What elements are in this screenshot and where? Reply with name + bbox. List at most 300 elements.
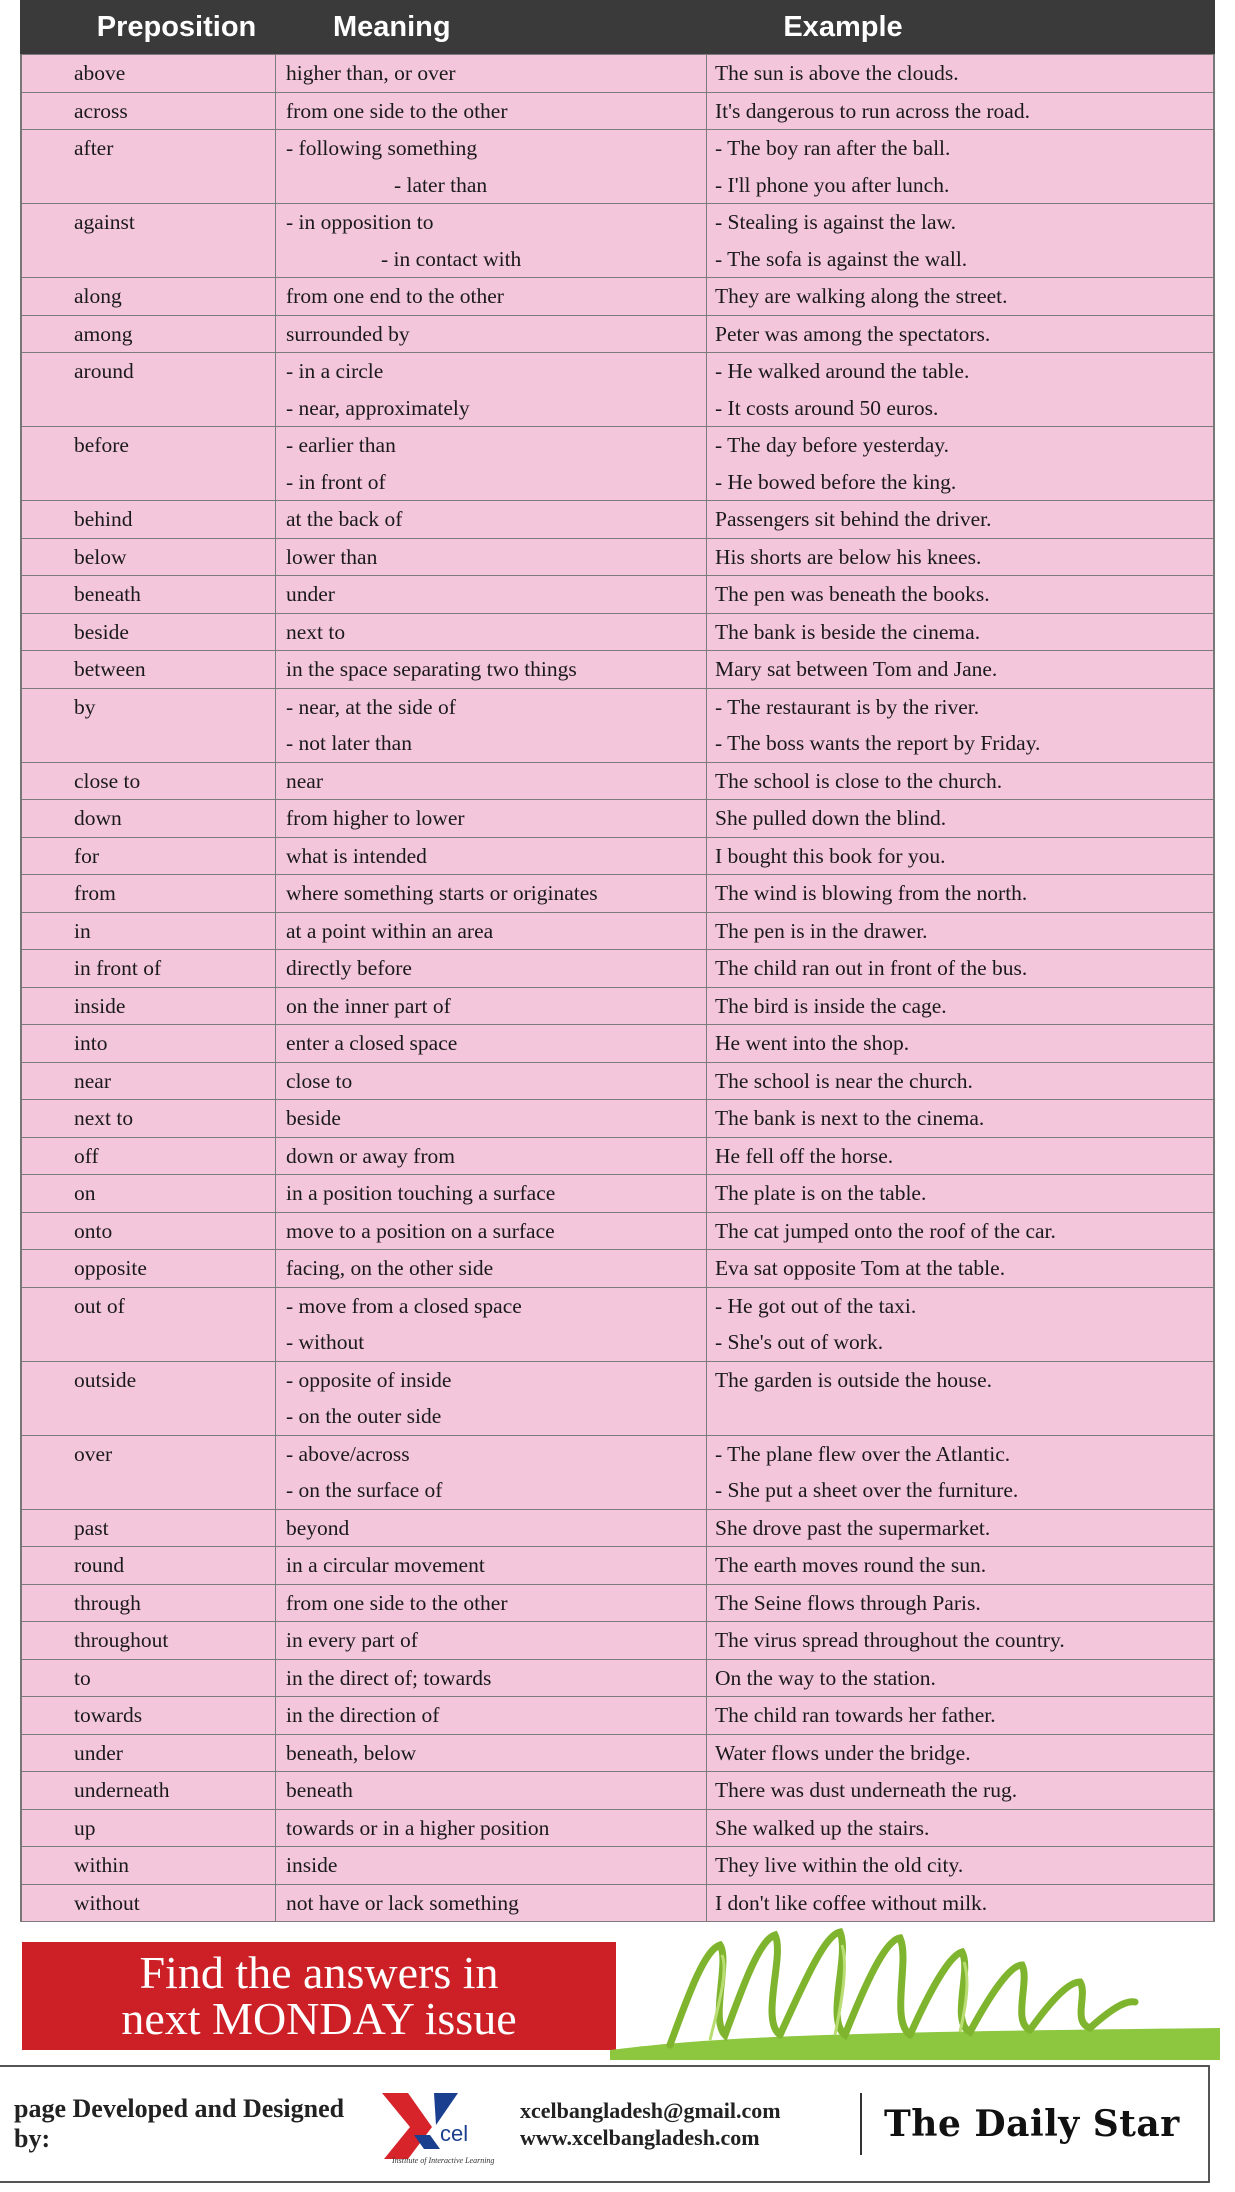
preposition-cell [22,1138,275,1175]
meaning-cell [275,576,706,613]
preposition-text: without [74,1890,140,1915]
table-row [22,352,1213,426]
preposition-cell [22,838,275,875]
meaning-text: beneath, below [286,1740,417,1765]
table-row [22,203,1213,277]
meaning-text: on the inner part of [286,993,451,1018]
example-cell [706,55,1213,92]
example-text: The pen was beneath the books. [715,582,990,606]
banner-line-2: next MONDAY issue [121,1993,517,2044]
preposition-cell [22,614,275,651]
meaning-text: beyond [286,1515,350,1540]
preposition-text: down [74,806,122,830]
table-header [20,0,1215,54]
meaning-cell [275,875,706,912]
preposition-table [20,0,1215,1922]
meaning-text: in a circular movement [286,1553,485,1577]
meaning-text: - near, at the side of [286,694,456,719]
example-cell [706,1288,1213,1361]
preposition-text: inside [74,993,126,1018]
header-preposition: Preposition [96,10,257,43]
meaning-cell [275,1810,706,1847]
preposition-cell [22,539,275,576]
table-row [22,1435,1213,1509]
example-text: She drove past the supermarket. [715,1515,991,1540]
meaning-cell [275,1735,706,1772]
example-text: - I'll phone you after lunch. [715,172,950,197]
table-row [22,762,1213,800]
example-cell [706,988,1213,1025]
table-row [22,277,1213,315]
website-link[interactable]: www.xcelbangladesh.com [520,2125,760,2150]
preposition-text: towards [74,1703,143,1727]
example-text: The plate is on the table. [715,1181,927,1205]
preposition-cell [22,1025,275,1062]
example-text: - It costs around 50 euros. [715,395,939,420]
preposition-text: to [74,1665,91,1690]
example-cell [706,950,1213,987]
example-text: His shorts are below his knees. [715,544,982,569]
example-cell [706,1735,1213,1772]
example-text: She pulled down the blind. [715,806,947,830]
example-text: Eva sat opposite Tom at the table. [715,1256,1006,1280]
example-cell [706,1436,1213,1509]
table-row [22,1809,1213,1847]
meaning-text: - in opposition to [286,210,434,234]
preposition-text: beneath [74,582,141,606]
meaning-text: near [286,768,323,793]
meaning-text: - in a circle [286,359,384,383]
meaning-cell [275,1585,706,1622]
meaning-text: - later than [394,172,488,197]
table-row [22,688,1213,762]
meaning-cell [275,501,706,538]
meaning-cell [275,1510,706,1547]
meaning-cell [275,838,706,875]
meaning-text: at the back of [286,507,403,531]
meaning-text: in the direct of; towards [286,1665,492,1690]
xcel-logo [374,2079,514,2169]
example-cell [706,427,1213,500]
preposition-cell [22,988,275,1025]
preposition-cell [22,950,275,987]
preposition-cell [22,204,275,277]
table-row [22,874,1213,912]
table-row [22,1137,1213,1175]
table-row [22,1174,1213,1212]
meaning-cell [275,1250,706,1287]
table-row [22,1249,1213,1287]
preposition-text: under [74,1740,123,1765]
example-cell [706,763,1213,800]
meaning-text: under [286,582,335,606]
meaning-cell [275,800,706,837]
preposition-text: within [74,1853,129,1877]
meaning-cell [275,1436,706,1509]
preposition-text: above [74,61,126,85]
developed-by-label: page Developed and Designed by: [14,2094,345,2153]
contact-info [514,2097,850,2151]
meaning-cell [275,1697,706,1734]
meaning-text: - without [286,1330,365,1354]
meaning-text: down or away from [286,1143,455,1168]
meaning-text: beneath [286,1778,353,1802]
meaning-text: enter a closed space [286,1031,458,1055]
preposition-text: up [74,1815,96,1840]
meaning-cell [275,1622,706,1659]
example-text: - He got out of the taxi. [715,1293,917,1318]
preposition-text: along [74,284,122,308]
preposition-text: from [74,881,116,905]
table-row [22,500,1213,538]
meaning-text: higher than, or over [286,61,456,85]
meaning-cell [275,55,706,92]
preposition-cell [22,316,275,353]
preposition-text: next to [74,1106,134,1130]
example-cell [706,1063,1213,1100]
example-text: - He bowed before the king. [715,469,957,494]
meaning-cell [275,1660,706,1697]
table-row [22,1024,1213,1062]
preposition-text: throughout [74,1628,169,1652]
meaning-cell [275,1772,706,1809]
meaning-text: from one side to the other [286,98,508,123]
preposition-cell [22,55,275,92]
example-text: The wind is blowing from the north. [715,881,1028,905]
meaning-cell [275,763,706,800]
meaning-cell [275,427,706,500]
meaning-cell [275,1175,706,1212]
example-cell [706,1138,1213,1175]
preposition-cell [22,1585,275,1622]
table-row [22,426,1213,500]
example-text: - Stealing is against the law. [715,210,957,234]
table-row [22,650,1213,688]
meaning-text: surrounded by [286,321,410,346]
preposition-text: by [74,694,96,719]
meaning-text: inside [286,1853,338,1877]
meaning-cell [275,1213,706,1250]
preposition-cell [22,1436,275,1509]
example-cell [706,93,1213,130]
preposition-text: opposite [74,1256,147,1280]
preposition-cell [22,689,275,762]
email-link[interactable]: xcelbangladesh@gmail.com [520,2098,781,2123]
meaning-cell [275,1847,706,1884]
logo-subtitle: Institute of Interactive Learning [392,2156,495,2165]
example-text: - The restaurant is by the river. [715,694,980,719]
example-cell [706,614,1213,651]
preposition-cell [22,875,275,912]
meaning-cell [275,130,706,203]
example-text: She walked up the stairs. [715,1815,930,1840]
example-cell [706,1250,1213,1287]
table-row [22,1584,1213,1622]
meaning-text: from one end to the other [286,284,504,308]
table-body [20,54,1215,1922]
footer-bar [0,2065,1210,2183]
table-row [22,987,1213,1025]
example-text: They are walking along the street. [715,284,1008,308]
example-cell [706,501,1213,538]
table-row [22,837,1213,875]
meaning-text: from one side to the other [286,1590,508,1615]
example-text: The bank is beside the cinema. [715,619,981,644]
meaning-text: - on the outer side [286,1404,442,1428]
meaning-text: in every part of [286,1628,418,1652]
preposition-text: close to [74,768,141,793]
preposition-cell [22,130,275,203]
table-row [22,1212,1213,1250]
table-row [22,1287,1213,1361]
example-cell [706,1547,1213,1584]
example-text: - The boss wants the report by Friday. [715,731,1041,755]
preposition-cell [22,1697,275,1734]
example-cell [706,1025,1213,1062]
table-row [22,315,1213,353]
example-text: The sun is above the clouds. [715,61,959,85]
example-text: The cat jumped onto the roof of the car. [715,1218,1056,1243]
example-cell [706,316,1213,353]
meaning-cell [275,1547,706,1584]
preposition-cell [22,278,275,315]
example-text: On the way to the station. [715,1665,936,1690]
meaning-text: next to [286,619,346,644]
example-text: - He walked around the table. [715,359,970,383]
preposition-text: across [74,98,128,123]
table-row [22,949,1213,987]
preposition-cell [22,1885,275,1922]
meaning-text: lower than [286,544,378,569]
example-text: - The sofa is against the wall. [715,246,968,271]
preposition-cell [22,1250,275,1287]
meaning-cell [275,689,706,762]
grass-decoration-icon [610,1910,1220,2060]
preposition-cell [22,501,275,538]
meaning-cell [275,539,706,576]
example-cell [706,1585,1213,1622]
header-meaning: Meaning [333,10,451,43]
preposition-cell [22,1547,275,1584]
preposition-text: for [74,843,100,868]
example-text: The earth moves round the sun. [715,1553,987,1577]
meaning-cell [275,1138,706,1175]
meaning-cell [275,1362,706,1435]
meaning-cell [275,950,706,987]
meaning-text: from higher to lower [286,806,465,830]
example-text: They live within the old city. [715,1853,964,1877]
preposition-text: after [74,136,114,160]
example-cell [706,1622,1213,1659]
banner-line-1: Find the answers in [139,1947,499,1998]
meaning-cell [275,614,706,651]
table-row [22,1062,1213,1100]
table-row [22,129,1213,203]
preposition-text: through [74,1590,141,1615]
table-row [22,1546,1213,1584]
example-text: The bank is next to the cinema. [715,1106,985,1130]
example-cell [706,1362,1213,1435]
preposition-text: between [74,657,146,681]
preposition-text: off [74,1143,99,1168]
example-cell [706,1697,1213,1734]
example-text: The pen is in the drawer. [715,918,928,943]
example-text: The school is near the church. [715,1068,973,1093]
meaning-text: where something starts or originates [286,881,598,905]
example-text [715,1398,1213,1435]
table-row [22,1099,1213,1137]
preposition-cell [22,1510,275,1547]
example-cell [706,1847,1213,1884]
meaning-cell [275,1288,706,1361]
meaning-cell [275,316,706,353]
meaning-cell [275,1063,706,1100]
example-text: The child ran towards her father. [715,1703,996,1727]
meaning-cell [275,1025,706,1062]
preposition-cell [22,1660,275,1697]
meaning-text: in the direction of [286,1703,440,1727]
example-text: I bought this book for you. [715,843,946,868]
example-cell [706,689,1213,762]
preposition-cell [22,913,275,950]
example-cell [706,204,1213,277]
preposition-text: near [74,1068,111,1093]
preposition-cell [22,800,275,837]
example-text: - The boy ran after the ball. [715,136,951,160]
example-cell [706,1772,1213,1809]
example-text: Water flows under the bridge. [715,1740,971,1765]
meaning-cell [275,913,706,950]
preposition-cell [22,1622,275,1659]
example-text: The bird is inside the cage. [715,993,947,1018]
example-text: The school is close to the church. [715,768,1003,793]
example-cell [706,353,1213,426]
preposition-text: around [74,359,134,383]
meaning-text: - earlier than [286,433,396,457]
table-row [22,1509,1213,1547]
table-row [22,1621,1213,1659]
preposition-text: round [74,1553,125,1577]
preposition-text: in front of [74,956,162,980]
example-cell [706,576,1213,613]
example-cell [706,913,1213,950]
example-text: Peter was among the spectators. [715,321,991,346]
preposition-cell [22,1100,275,1137]
newspaper-logo: The Daily Star [884,2103,1180,2145]
meaning-text: in the space separating two things [286,657,577,681]
meaning-text: not have or lack something [286,1890,519,1915]
example-cell [706,1213,1213,1250]
preposition-cell [22,1213,275,1250]
meaning-text: beside [286,1106,341,1130]
preposition-cell [22,651,275,688]
example-text: He fell off the horse. [715,1143,894,1168]
table-row [22,538,1213,576]
meaning-text: - following something [286,136,478,160]
meaning-text: - opposite of inside [286,1367,452,1392]
meaning-text: - near, approximately [286,395,470,420]
example-cell [706,130,1213,203]
example-cell [706,278,1213,315]
meaning-text: towards or in a higher position [286,1815,550,1840]
header-example: Example [783,10,903,43]
logo-text: cel [440,2121,469,2146]
meaning-cell [275,93,706,130]
meaning-text: close to [286,1068,353,1093]
table-row [22,575,1213,613]
preposition-cell [22,353,275,426]
preposition-text: against [74,210,135,234]
preposition-text: below [74,544,127,569]
example-text: - The day before yesterday. [715,433,950,457]
meaning-text: - in front of [286,469,386,494]
example-text: - She's out of work. [715,1330,884,1354]
divider [860,2093,862,2155]
example-text: Mary sat between Tom and Jane. [715,657,998,681]
preposition-cell [22,1810,275,1847]
example-text: The child ran out in front of the bus. [715,956,1028,980]
example-text: There was dust underneath the rug. [715,1778,1018,1802]
example-cell [706,1510,1213,1547]
example-text: - She put a sheet over the furniture. [715,1478,1019,1502]
meaning-text: directly before [286,956,412,980]
example-cell [706,1175,1213,1212]
meaning-text: at a point within an area [286,918,494,943]
meaning-cell [275,988,706,1025]
preposition-cell [22,1063,275,1100]
meaning-text: - move from a closed space [286,1293,522,1318]
preposition-text: onto [74,1218,113,1243]
answers-banner [22,1942,616,2050]
preposition-cell [22,1175,275,1212]
table-row [22,912,1213,950]
preposition-text: past [74,1515,109,1540]
preposition-cell [22,1847,275,1884]
meaning-text: - on the surface of [286,1478,443,1502]
preposition-text: over [74,1441,113,1466]
preposition-cell [22,576,275,613]
meaning-text: in a position touching a surface [286,1181,556,1205]
example-cell [706,539,1213,576]
preposition-text: beside [74,619,129,644]
example-text: It's dangerous to run across the road. [715,98,1030,123]
table-row [22,1361,1213,1435]
meaning-text: what is intended [286,843,427,868]
table-row [22,1659,1213,1697]
example-cell [706,651,1213,688]
meaning-text: move to a position on a surface [286,1218,555,1243]
table-row [22,613,1213,651]
example-text: - The plane flew over the Atlantic. [715,1441,1011,1466]
table-row [22,92,1213,130]
meaning-cell [275,1100,706,1137]
meaning-cell [275,204,706,277]
meaning-text: - in contact with [381,246,522,271]
example-text: I don't like coffee without milk. [715,1890,988,1915]
example-cell [706,800,1213,837]
preposition-cell [22,1772,275,1809]
table-row [22,1734,1213,1772]
example-cell [706,1660,1213,1697]
preposition-cell [22,1288,275,1361]
meaning-text: facing, on the other side [286,1256,494,1280]
table-row [22,1846,1213,1884]
table-row [22,54,1213,92]
preposition-cell [22,93,275,130]
preposition-cell [22,427,275,500]
preposition-text: underneath [74,1778,170,1802]
preposition-text: before [74,433,129,457]
